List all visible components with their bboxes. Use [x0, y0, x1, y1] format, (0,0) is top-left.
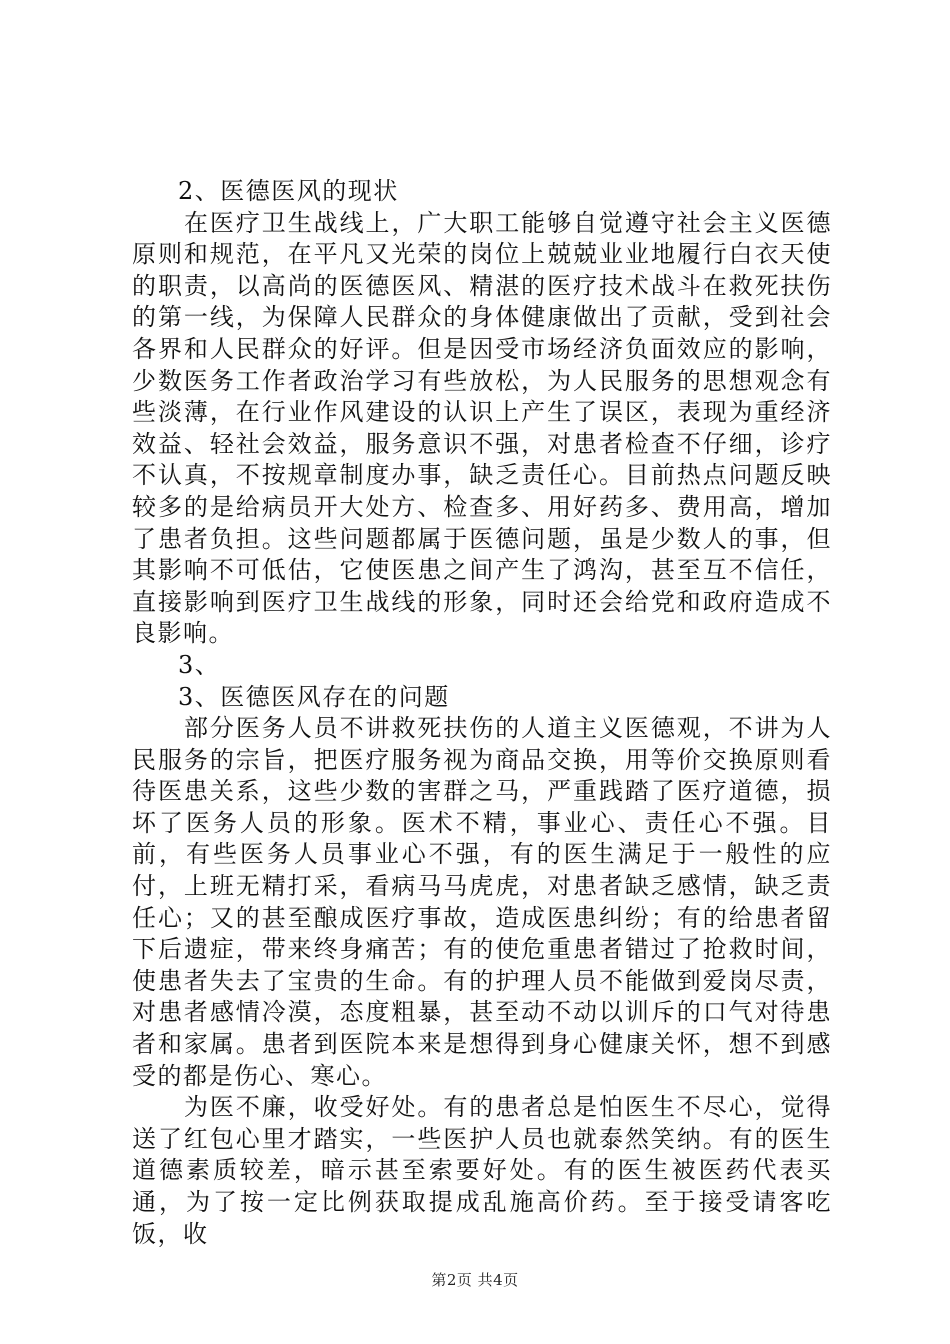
section-heading-fragment: 3、: [178, 650, 221, 679]
paragraph-status: 在医疗卫生战线上，广大职工能够自觉遵守社会主义医德原则和规范，在平凡又光荣的岗位上兢兢业业地履行白衣天使的职责，以高尚的医德医风、精湛的医疗技术战斗在救死扶伤的第一线，为保障人民群众的身体健康做出了贡献，受到社会各界和人民群众的好评。但是因受市场经济负面效应的影响，少数医务工作者政治学习有些放松，为人民服务的思想观念有些淡薄，在行业作风建设的认识上产生了误区，表现为重经济效益、轻社会效益，服务意识不强，对患者检查不仔细，诊疗不认真，不按规章制度办事，缺乏责任心。目前热点问题反映较多的是给病员开大处方、检查多、用好药多、费用高，增加了患者负担。这些问题都属于医德问题，虽是少数人的事，但其影响不可低估，它使医患之间产生了鸿沟，甚至互不信任，直接影响到医疗卫生战线的形象，同时还会给党和政府造成不良影响。: [132, 208, 832, 648]
document-body: [132, 176, 832, 1250]
page-footer: 第2页 共4页: [431, 1271, 519, 1289]
section-heading-problems: 3、医德医风存在的问题: [178, 682, 450, 711]
paragraph-bribery: 为医不廉，收受好处。有的患者总是怕医生不尽心，觉得送了红包心里才踏实，一些医护人员也就泰然笑纳。有的医生道德素质较差，暗示甚至索要好处。有的医生被医药代表买通，为了按一定比例获取提成乱施高价药。至于接受请客吃饭，收: [132, 1093, 832, 1248]
section-heading-status: 2、医德医风的现状: [178, 177, 399, 205]
paragraph-problems: 部分医务人员不讲救死扶伤的人道主义医德观，不讲为人民服务的宗旨，把医疗服务视为商品交换，用等价交换原则看待医患关系，这些少数的害群之马，严重践踏了医疗道德，损坏了医务人员的形象。医术不精，事业心、责任心不强。目前，有些医务人员事业心不强，有的医生满足于一般性的应付，上班无精打采，看病马马虎虎，对患者缺乏感情，缺乏责任心；又的甚至酿成医疗事故，造成医患纠纷；有的给患者留下后遗症，带来终身痛苦；有的使危重患者错过了抢救时间，使患者失去了宝贵的生命。有的护理人员不能做到爱岗尽责，对患者感情冷漠，态度粗暴，甚至动不动以训斥的口气对待患者和家属。患者到医院本来是想得到身心健康关怀，想不到感受的都是伤心、寒心。: [132, 714, 832, 1090]
